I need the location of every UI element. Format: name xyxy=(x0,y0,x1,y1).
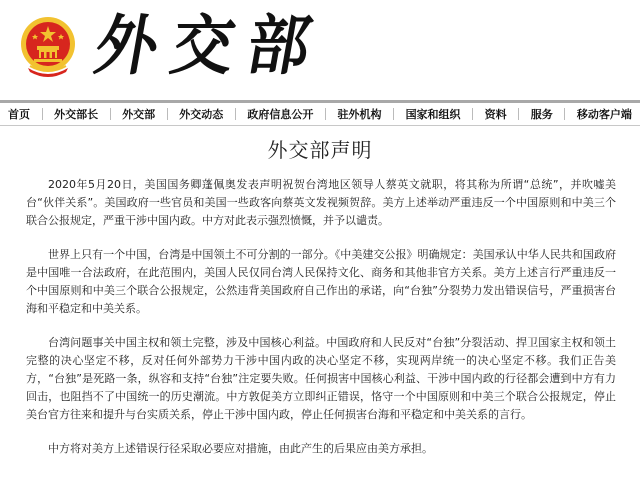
nav-divider xyxy=(393,108,394,120)
article-title: 外交部声明 xyxy=(267,138,373,162)
nav-item-mobile-client[interactable]: 移动客户端 xyxy=(576,108,632,121)
article-paragraph: 2020年5月20日，美国国务卿蓬佩奥发表声明祝贺台湾地区领导人蔡英文就职，将其称为所谓“总统”，并吹嘘美台“伙伴关系”。美国政府一些官员和美国一些政客向蔡英文发视频贺辞。美方上述举动严重违反一个中国原则和中美三个联合公报规定，严重干涉中国内政。中方对此表示强烈愤慨，并予以谴责。 xyxy=(26,178,616,227)
article-body xyxy=(26,176,616,474)
nav-item-countries-organizations[interactable]: 国家和组织 xyxy=(405,108,461,121)
nav-item-government-info[interactable]: 政府信息公开 xyxy=(247,108,314,121)
site-header xyxy=(0,0,640,100)
nav-divider xyxy=(518,108,519,120)
article-paragraph: 中方将对美方上述错误行径采取必要应对措施，由此产生的后果应由美方承担。 xyxy=(48,442,433,455)
nav-divider xyxy=(110,108,111,120)
main-navigation xyxy=(0,100,640,126)
nav-divider xyxy=(325,108,326,120)
nav-divider xyxy=(564,108,565,120)
nav-item-ministry[interactable]: 外交部 xyxy=(122,108,156,121)
nav-item-diplomatic-news[interactable]: 外交动态 xyxy=(179,108,224,121)
nav-divider xyxy=(167,108,168,120)
nav-item-foreign-minister[interactable]: 外交部长 xyxy=(54,108,99,121)
nav-item-missions-abroad[interactable]: 驻外机构 xyxy=(337,108,382,121)
nav-divider xyxy=(42,108,43,120)
nav-item-home[interactable]: 首页 xyxy=(8,108,30,121)
article-paragraph: 世界上只有一个中国，台湾是中国领土不可分割的一部分。《中美建交公报》明确规定：美国承认中华人民共和国政府是中国唯一合法政府，在此范围内，美国人民仅同台湾人民保持文化、商务和其他非官方关系。美方上述言行严重违反一个中国原则和中美三个联合公报规定，公然违背美国政府自己作出的承诺，向“台独”分裂势力发出错误信号，严重损害台海和平稳定和中美关系。 xyxy=(26,248,616,315)
site-logo-calligraphy[interactable]: 外交部 xyxy=(89,7,331,84)
article-paragraph: 台湾问题事关中国主权和领土完整，涉及中国核心利益。中国政府和人民反对“台独”分裂活动、捍卫国家主权和领土完整的决心坚定不移，反对任何外部势力干涉中国内政的决心坚定不移，实现两岸统一的决心坚定不移。我们正告美方，“台独”是死路一条，纵容和支持“台独”注定要失败。任何损害中国核心利益、干涉中国内政的行径都会遭到中方有力回击，也阻挡不了中国统一的历史潮流。中方敦促美方立即纠正错误，恪守一个中国原则和中美三个联合公报规定，停止美台官方往来和提升与台实质关系，停止干涉中国内政，停止任何损害台海和平稳定和中美关系的言行。 xyxy=(26,336,616,421)
nav-item-resources[interactable]: 资料 xyxy=(484,108,507,121)
national-emblem-icon[interactable] xyxy=(20,14,76,78)
nav-divider xyxy=(472,108,473,120)
nav-item-services[interactable]: 服务 xyxy=(530,108,553,121)
nav-divider xyxy=(235,108,236,120)
